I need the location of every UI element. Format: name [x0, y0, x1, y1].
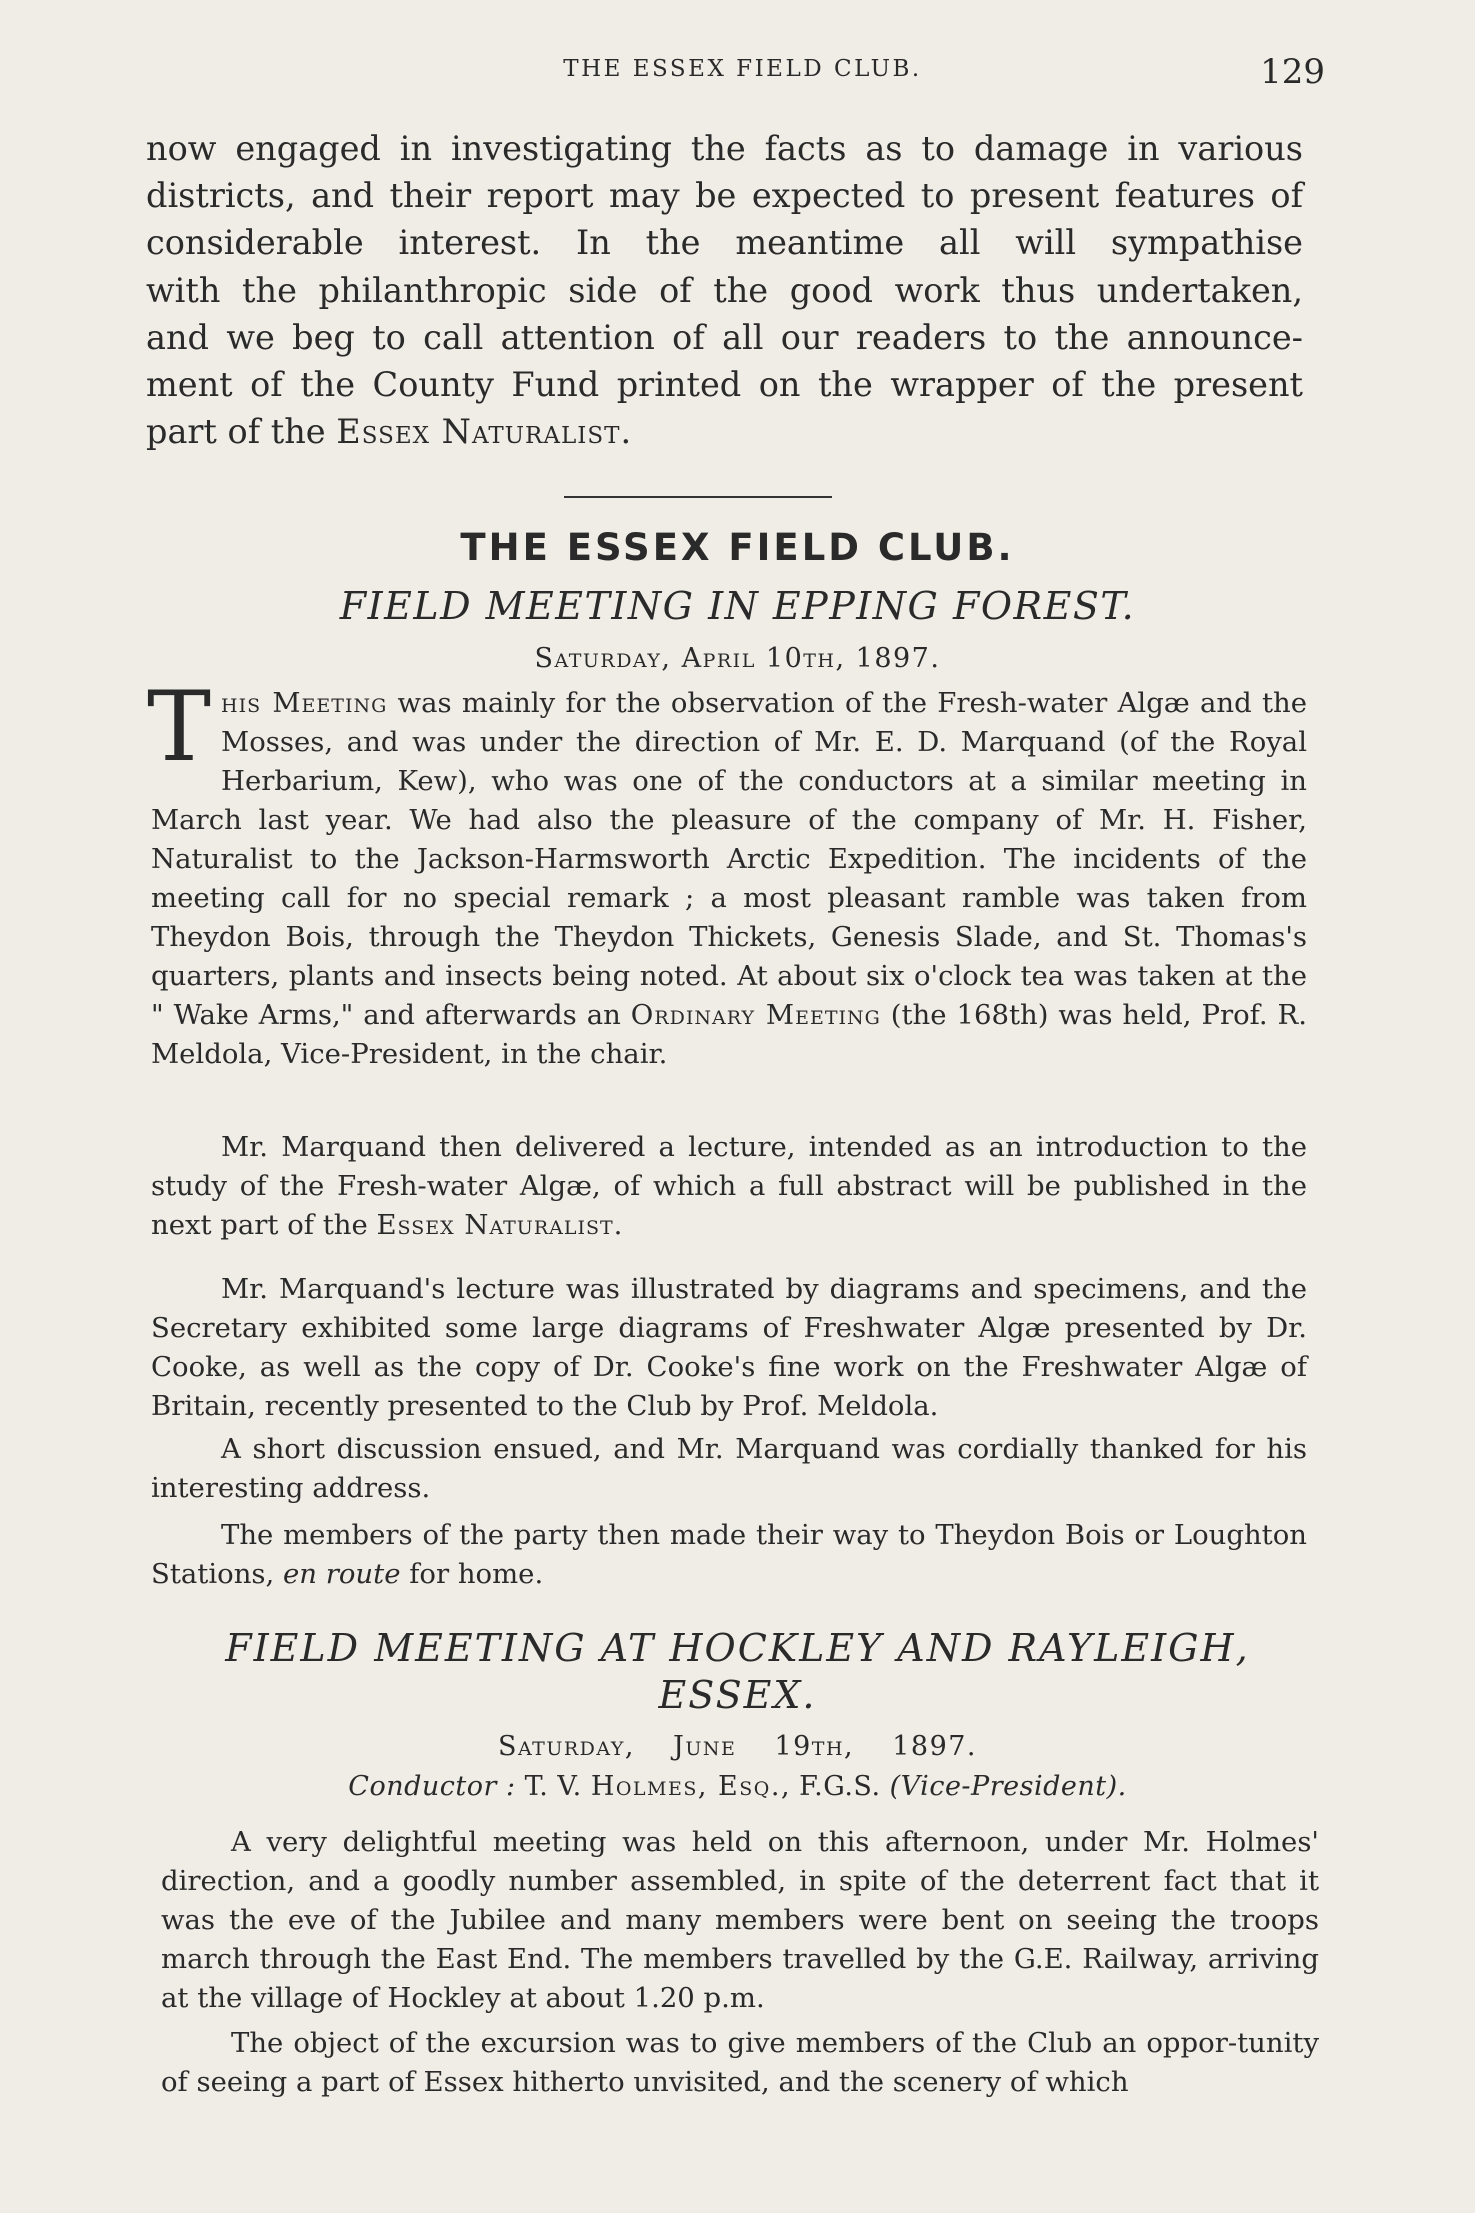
conductor-label: Conductor :: [348, 1771, 516, 1802]
report-text: Mr. Marquand's lecture was illustrated by diagrams and specimens, and the Secretary exhibited some large diagrams of Freshwater Algæ presented by Dr. Cooke, as well as the copy of Dr. Cooke's fine work on the Freshwater Algæ of Britain, recently presented to the Club by Prof. Meldola.: [151, 1273, 1307, 1422]
meeting-report: [147, 671, 1307, 1074]
meeting-title: [170, 1625, 1305, 1719]
intro-line: considerable interest. In the meantime all will sympathise: [146, 223, 1303, 263]
report-paragraph: A very delightful meeting was held on this afternoon, under Mr. Holmes' direction, and a goodly number assembled, in spite of the deterrent fact that it was the eve of the Jubilee and many members were bent on seeing the troops march through the East End. The members travelled by the G.E. Railway, arriving at the village of Hockley at about 1.20 p.m.: [161, 1826, 1319, 2014]
report-paragraph: The object of the excursion was to give members of the Club an oppor-tunity of seeing a part of Essex hitherto unvisited, and the scenery of which: [161, 2027, 1319, 2098]
conductor-name: Holmes, Esq.: [590, 1771, 781, 1802]
meeting-title: FIELD MEETING IN EPPING FOREST.: [339, 584, 1136, 628]
conductor-role: (Vice-President).: [889, 1771, 1127, 1802]
meeting-report: [161, 1823, 1319, 2102]
meeting-title-line: ESSEX.: [658, 1673, 817, 1717]
conductor-initials: T. V.: [515, 1771, 591, 1802]
report-text: A short discussion ensued, and Mr. Marquand was cordially thanked for his interesting address.: [151, 1433, 1307, 1504]
running-head: [150, 52, 1335, 102]
intro-paragraph: [146, 125, 1303, 455]
running-title: THE ESSEX FIELD CLUB.: [563, 56, 922, 82]
meeting-title-line: FIELD MEETING AT HOCKLEY AND RAYLEIGH,: [225, 1626, 1250, 1670]
report-paragraph: [151, 1270, 1307, 1426]
report-paragraph: [151, 1128, 1307, 1245]
section-divider: [564, 496, 832, 498]
intro-line-last: [146, 408, 1303, 455]
meeting-date: Saturday, April 10th, 1897.: [534, 643, 941, 674]
journal-name: Essex Naturalist: [336, 412, 621, 452]
report-text: (the 168th) was held, Prof. R. Meldola, Vice-President, in the chair.: [151, 999, 1307, 1070]
report-text: Mr. Marquand then delivered a lecture, intended as an introduction to the study of the Fresh-water Algæ, of which a full abstract will be published in the next part of the: [151, 1131, 1307, 1241]
intro-line: and we beg to call attention of all our readers to the announce-: [146, 317, 1303, 357]
conductor-line: [0, 1771, 1475, 1802]
report-paragraph: [151, 1430, 1307, 1508]
page-number: 129: [1260, 52, 1325, 92]
intro-line: ment of the County Fund printed on the wrapper of the present: [146, 365, 1303, 405]
intro-last-prefix: part of the: [146, 412, 337, 452]
conductor-degree: , F.G.S.: [780, 1771, 890, 1802]
ordinary-meeting-label: Ordinary Meeting: [630, 999, 881, 1031]
journal-name: Essex Naturalist: [376, 1209, 614, 1241]
intro-last-suffix: .: [620, 412, 632, 452]
intro-line: with the philanthropic side of the good work thus undertaken,: [146, 270, 1303, 310]
italic-phrase: en route: [283, 1558, 401, 1590]
intro-line: districts, and their report may be expected to present features of: [146, 176, 1303, 216]
report-text: The members of the party then made their way to Theydon Bois or Loughton Stations,: [151, 1519, 1307, 1590]
lead-small-caps: his Meeting: [221, 687, 388, 719]
report-paragraph: [151, 1516, 1307, 1594]
drop-cap: T: [147, 671, 212, 783]
section-title: THE ESSEX FIELD CLUB.: [460, 526, 1015, 569]
report-text: .: [613, 1209, 623, 1241]
report-paragraph: [147, 671, 1307, 1074]
report-text: for home.: [400, 1558, 544, 1590]
intro-line: now engaged in investigating the facts as to damage in various: [146, 129, 1303, 168]
report-text: was mainly for the observation of the Fresh-water Algæ and the Mosses, and was under the direction of Mr. E. D. Marquand (of the Royal Herbarium, Kew), who was one of the conductors at a similar meeting in March last year. We had also the pleasure of the company of Mr. H. Fisher, Naturalist to the Jackson-Harmsworth Arctic Expedition. The incidents of the meeting call for no special remark ; a most pleasant ramble was taken from Theydon Bois, through the Theydon Thickets, Genesis Slade, and St. Thomas's quarters, plants and insects being noted. At about six o'clock tea was taken at the " Wake Arms," and afterwards an: [151, 687, 1307, 1031]
meeting-date: Saturday, June 19th, 1897.: [497, 1731, 978, 1762]
